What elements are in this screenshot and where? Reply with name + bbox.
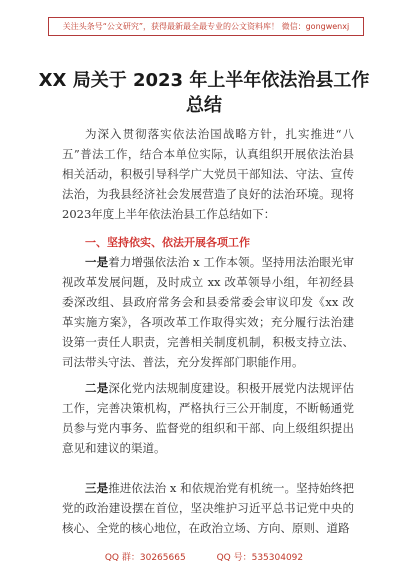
section-1-heading: 一、坚持依实、依法开展各项工作	[85, 236, 250, 249]
item-1-lead: 一是	[85, 255, 109, 269]
intro-paragraph	[62, 124, 354, 224]
item-3-paragraph	[62, 478, 354, 538]
item-1-text: 着力增强依法治 x 工作本领。坚持用法治眼光审视改革发展问题，及时成立 xx 改革领导小组，年初经县委深改组、县政府常务会和县委常委会审议印发《xx 改革实施方案》，各项改革工作取得实效；充分履行法治建设第一责任人职责，完善相关制度机制，积极支持立法、司法带头守法、普法，充分发挥部门职能作用。	[62, 255, 355, 369]
item-2-paragraph	[62, 378, 354, 458]
footer-qq: QQ 号：535304092	[216, 553, 304, 563]
item-1-paragraph	[62, 252, 354, 372]
intro-text: 为深入贯彻落实依法治国战略方针，扎实推进“八五”普法工作，结合本单位实际，认真组织开展依法治县相关活动，积极引导科学广大党员干部知法、守法、宣传法治，为我县经济社会发展营造了良好的法治环境。现将2023年度上半年依法治县工作总结如下：	[62, 127, 354, 221]
item-2-text: 深化党内法规制度建设。积极开展党内法规评估工作，完善决策机构，严格执行三公开制度，不断畅通党员参与党内事务、监督党的组织和干部、向上级组织提出意见和建议的渠道。	[62, 381, 355, 455]
footer-contact	[0, 550, 408, 563]
document-title-line-1: XX 局关于 2023 年上半年依法治县工作	[38, 70, 370, 91]
item-3-lead: 三是	[85, 481, 109, 495]
document-title-line-2: 总结	[186, 95, 222, 116]
item-3-text: 推进依法治 x 和依规治党有机统一。坚持始终把党的政治建设摆在首位，坚决维护习近平总书记党中央的核心、全党的核心地位，在政治立场、方向、原则、道路	[62, 481, 355, 535]
header-banner: 关注头条号“公文研究”，获得最新最全最专业的公文资料库！ 微信：gongwenxj	[48, 17, 364, 36]
item-2-lead: 二是	[85, 381, 109, 395]
footer-qq-group: QQ 群：30265665	[104, 553, 186, 563]
